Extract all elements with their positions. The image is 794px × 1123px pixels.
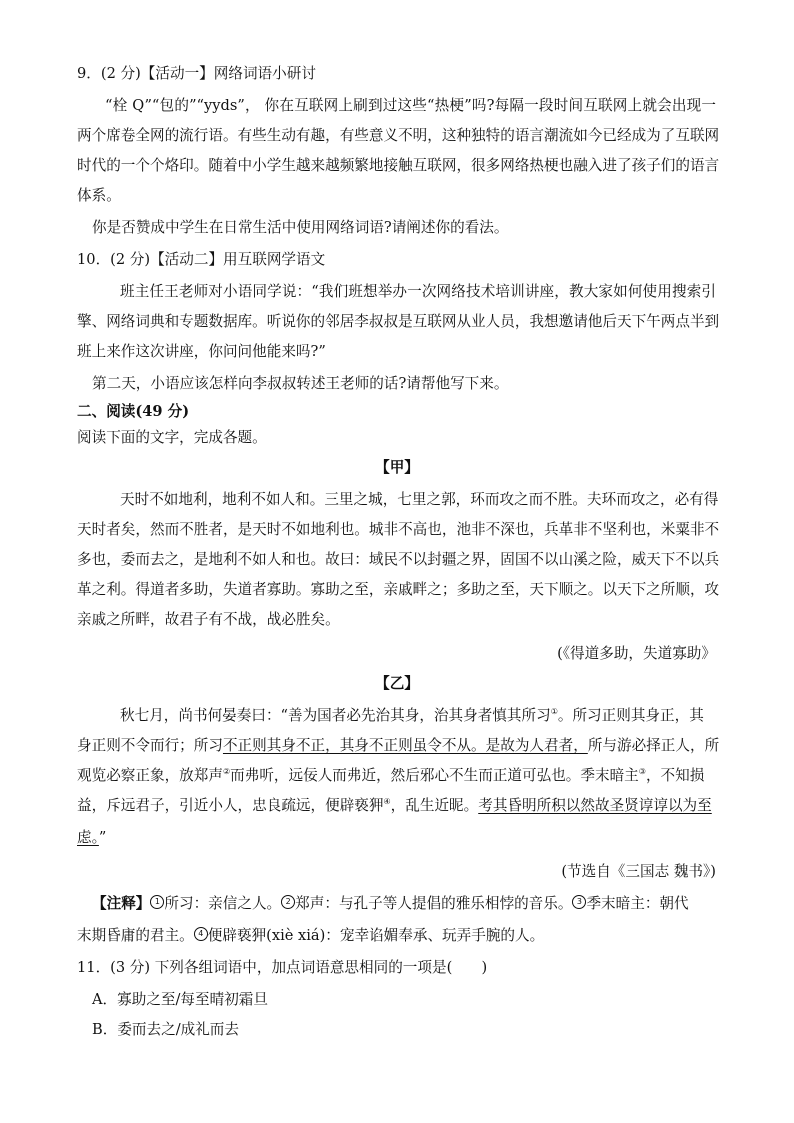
q9-paragraph-line: 两个席卷全网的流行语。有些生动有趣，有些意义不明，这种独特的语言潮流如今已经成为了互联网 <box>77 127 720 144</box>
passage-yi-line: 益，斥远君子，引近小人，忠良疏远，便辟亵狎④，乱生近昵。考其昏明所积以然故圣贤谆谆以为至 <box>77 797 712 814</box>
section-instruction: 阅读下面的文字，完成各题。 <box>77 429 267 446</box>
q10-paragraph-line: 班上来作这次讲座，你问问他能来吗?” <box>77 343 326 360</box>
note-number-2: 2 <box>281 895 295 909</box>
note-number-1: 1 <box>150 895 164 909</box>
footnote-marker: ① <box>550 707 558 716</box>
note-number-3: 3 <box>572 895 586 909</box>
passage-yi-source: (节选自《三国志 魏书》) <box>561 863 716 880</box>
passage-jia-line: 亲戚之所畔，故君子有不战，战必胜矣。 <box>77 611 340 628</box>
footnote-marker: ④ <box>383 797 391 806</box>
q10-paragraph-line: 擎、网络词典和专题数据库。听说你的邻居李叔叔是互联网从业人员，我想邀请他后天下午两点半到 <box>77 313 720 330</box>
annotation-line: 末期昏庸的君主。 4 便辟亵狎(xiè xiá)：宠幸谄媚奉承、玩弄手腕的人。 <box>77 927 545 944</box>
annotation-line: 【注释】 1 所习：亲信之人。 2 郑声：与孔子等人提倡的雅乐相悖的音乐。 3 季末暗主：朝代 <box>92 895 689 912</box>
passage-jia-line: 革之利。得道者多助，失道者寡助。寡助之至，亲戚畔之；多助之至，天下顺之。以天下之所顺，攻 <box>77 581 720 598</box>
note-number-4: 4 <box>194 927 208 941</box>
underlined-sentence: 虑。 <box>77 829 99 846</box>
footnote-marker: ③ <box>638 767 646 776</box>
q11-option-a[interactable]: A．寡助之至/每至晴初霜旦 <box>92 991 268 1008</box>
passage-yi-heading: 【乙】 <box>375 675 419 692</box>
passage-jia-heading: 【甲】 <box>375 459 419 476</box>
passage-jia-source: (《得道多助，失道寡助》 <box>557 645 716 662</box>
underlined-sentence: 考其昏明所积以然故圣贤谆谆以为至 <box>478 797 712 814</box>
passage-jia-line: 多也，委而去之，是地利不如人和也。故曰：域民不以封疆之界，固国不以山溪之险，威天下不以兵 <box>77 551 720 568</box>
underlined-sentence: 不正则其身不正，其身不正则虽令不从。是故为人君者， <box>222 737 588 754</box>
passage-yi-line: 身正则不令而行；所习不正则其身不正，其身不正则虽令不从。是故为人君者，所与游必择正人，所 <box>77 737 720 754</box>
q10-title: 10．(2 分)【活动二】用互联网学语文 <box>77 251 326 268</box>
passage-yi-line: 秋七月，尚书何晏奏曰：“善为国者必先治其身，治其身者慎其所习①。所习正则其身正，其 <box>120 707 704 724</box>
q9-paragraph-line: 体系。 <box>77 187 121 204</box>
q9-title: 9．(2 分)【活动一】网络词语小研讨 <box>77 65 316 82</box>
passage-yi-line: 观览必察正象，放郑声②而弗听，远佞人而弗近，然后邪心不生而正道可弘也。季末暗主③，不知损 <box>77 767 705 784</box>
passage-yi-line: 虑。” <box>77 829 107 846</box>
footnote-marker: ② <box>222 767 231 776</box>
q11-option-b[interactable]: B．委而去之/成礼而去 <box>92 1021 239 1038</box>
q9-prompt: 你是否赞成中学生在日常生活中使用网络词语?请阐述你的看法。 <box>92 219 509 236</box>
q9-paragraph-line: 时代的一个个烙印。随着中小学生越来越频繁地接触互联网，很多网络热梗也融入进了孩子们的语言 <box>77 157 720 174</box>
passage-jia-line: 天时者矣，然而不胜者，是天时不如地利也。城非不高也，池非不深也，兵革非不坚利也，米粟非不 <box>77 521 720 538</box>
passage-jia-line: 天时不如地利，地利不如人和。三里之城，七里之郭，环而攻之而不胜。夫环而攻之，必有得 <box>120 491 719 508</box>
q10-paragraph-line: 班主任王老师对小语同学说：“我们班想举办一次网络技术培训讲座，教大家如何使用搜索引 <box>120 283 716 300</box>
q10-prompt: 第二天，小语应该怎样向李叔叔转述王老师的话?请帮他写下来。 <box>92 375 509 392</box>
q9-paragraph-line: “栓 Q”“包的”“yyds”， 你在互联网上刷到过这些“热梗”吗?每隔一段时间互联网上就会出现一 <box>105 97 716 114</box>
q11-title: 11．(3 分) 下列各组词语中，加点词语意思相同的一项是( ) <box>77 959 488 976</box>
section-heading: 二、阅读(49 分) <box>77 403 190 420</box>
